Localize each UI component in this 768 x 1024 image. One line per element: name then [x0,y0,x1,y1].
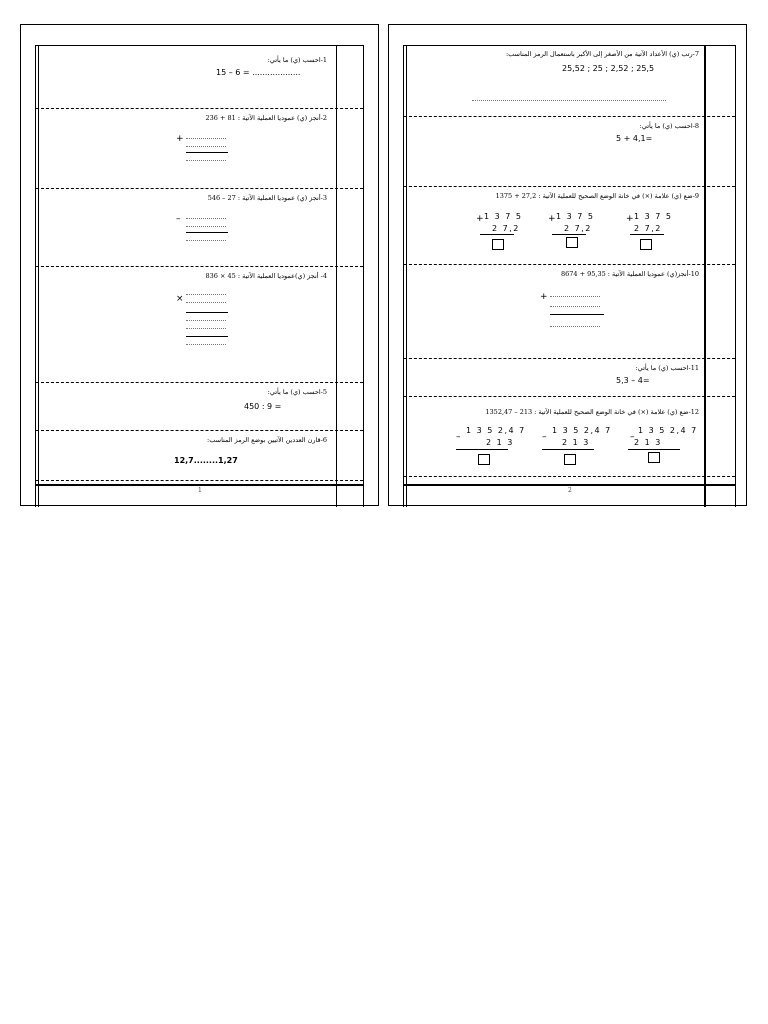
option-bottom-number: 2 7,2 [564,224,592,233]
separator [36,430,363,431]
option-bottom-number: 2 1 3 [486,438,514,447]
answer-line[interactable] [186,294,226,295]
product-rule [186,336,228,337]
question-8-text: 8-احسب (ي) ما يأتي: [639,122,699,130]
question-8-expression: 5 + 4,1= [616,134,653,143]
answer-line[interactable] [186,218,226,219]
separator [36,188,363,189]
question-2-text: 2-أنجز (ي) عموديا العملية الآتية : 81 + 236 [205,114,327,122]
question-5-expression: 450 : 9 = [244,402,282,411]
numbers-to-order: 25,52 ; 25 ; 2,52 ; 25,5 [562,64,655,73]
page-1-frame [35,45,364,507]
option-rule [480,234,514,235]
separator [404,116,735,117]
separator [36,108,363,109]
answer-line[interactable] [186,320,226,321]
answer-line[interactable] [186,146,226,147]
question-6-text: 6-قارن العددين الآتيين بوضع الرمز المناسب: [207,436,327,444]
question-1-expression: 15 – 6 = ................... [216,68,301,77]
option-rule [456,449,508,450]
separator [36,266,363,267]
page-bottom-rule [36,484,363,486]
option-rule [628,449,680,450]
option-bottom-number: 2 1 3 [634,438,662,447]
minus-sign: – [542,432,547,442]
question-10-text: 10-أنجز(ي) عموديا العملية الآتية : 95,35 + 8674 [560,270,699,278]
plus-sign: + [548,214,556,224]
answer-line[interactable] [472,100,666,101]
answer-line[interactable] [186,328,226,329]
sum-rule [186,152,228,153]
question-7-text: 7-رتب (ي) الأعداد الآتية من الأصغر إلى الأكبر باستعمال الرمز المناسب: [505,50,699,58]
page-number: 2 [568,487,572,494]
page-bottom-rule [404,484,735,486]
worksheet-page-1 [20,24,379,506]
answer-checkbox[interactable] [648,452,660,463]
question-6-expression: 12,7........1,27 [174,456,238,465]
page-2-frame [403,45,736,507]
option-top-number: 1 3 7 5 [556,212,595,221]
answer-line[interactable] [186,160,226,161]
margin-line [336,46,337,507]
option-top-number: 1 3 7 5 [634,212,673,221]
question-12-text: 12-ضع (ي) علامة (×) في خانة الوضع الصحيح للعملية الآتية : 213 – 1352,47 [485,408,699,416]
separator [404,476,735,477]
separator [36,480,363,481]
minus-sign: – [176,214,181,224]
separator [36,382,363,383]
separator [404,358,735,359]
answer-checkbox[interactable] [564,454,576,465]
option-top-number: 1 3 5 2,4 7 [638,426,698,435]
answer-line[interactable] [186,226,226,227]
answer-checkbox[interactable] [478,454,490,465]
question-9-text: 9-ضع (ي) علامة (×) في خانة الوضع الصحيح للعملية الآتية : 27,2 + 1375 [495,192,699,200]
minus-sign: – [630,432,635,442]
option-top-number: 1 3 7 5 [484,212,523,221]
worksheet-page-2 [388,24,747,506]
separator [404,396,735,397]
answer-checkbox[interactable] [640,239,652,250]
question-11-text: 11-احسب (ي) ما يأتي: [635,364,699,372]
option-rule [630,234,664,235]
answer-line[interactable] [186,138,226,139]
option-top-number: 1 3 5 2,4 7 [552,426,612,435]
minus-sign: – [456,432,461,442]
answer-checkbox[interactable] [566,237,578,248]
plus-sign: + [626,214,634,224]
option-rule [542,449,594,450]
plus-sign: + [176,134,184,144]
option-rule [552,234,586,235]
question-5-text: 5-احسب (ي) ما يأتي: [267,388,327,396]
plus-sign: + [540,292,548,302]
option-top-number: 1 3 5 2,4 7 [466,426,526,435]
answer-line[interactable] [186,240,226,241]
question-11-expression: 5,3 – 4= [616,376,650,385]
separator [404,264,735,265]
answer-checkbox[interactable] [492,239,504,250]
answer-line[interactable] [550,306,600,307]
question-1-text: 1-احسب (ي) ما يأتي: [267,56,327,64]
sum-rule [550,314,604,315]
option-bottom-number: 2 7,2 [634,224,662,233]
answer-line[interactable] [550,296,600,297]
option-bottom-number: 2 1 3 [562,438,590,447]
answer-line[interactable] [550,326,600,327]
difference-rule [186,232,228,233]
plus-sign: + [476,214,484,224]
separator [404,186,735,187]
question-4-text: 4- أنجز (ي)عموديا العملية الآتية : 45 × 836 [205,272,327,280]
answer-line[interactable] [186,302,226,303]
page-number: 1 [198,487,202,494]
answer-line[interactable] [186,344,226,345]
question-3-text: 3-أنجز (ي) عموديا العملية الآتية : 27 – 546 [207,194,327,202]
option-bottom-number: 2 7,2 [492,224,520,233]
product-rule [186,312,228,313]
multiply-sign: × [176,294,184,304]
